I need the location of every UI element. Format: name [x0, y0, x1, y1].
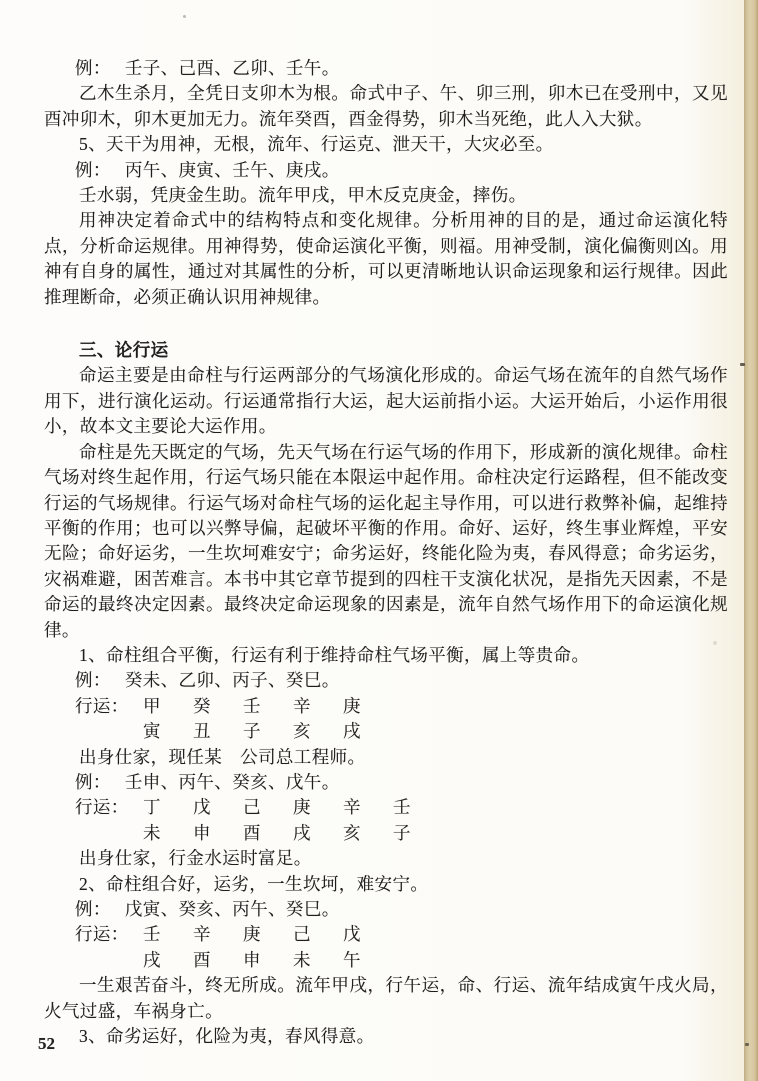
paragraph: 乙木生杀月，全凭日支卯木为根。命式中子、午、卯三刑，卯木已在受刑中，又见酉冲卯木，卯木更加无力。流年癸酉，酉金得势，卯木当死绝，此人入大狱。 [44, 83, 728, 129]
paragraph: 3、命劣运好，化险为夷，春风得意。 [79, 1026, 375, 1047]
luck-cycle-label [75, 948, 143, 973]
page-content [44, 56, 728, 1049]
luck-cycle-row [44, 694, 728, 719]
luck-cycle-cell: 戌 [293, 822, 311, 843]
example-label: 例： [75, 771, 111, 792]
luck-cycle-label [75, 719, 143, 744]
luck-cycle-cell: 午 [343, 949, 361, 970]
paragraph: 出身仕家，现任某 公司总工程师。 [79, 746, 366, 767]
scan-speck [740, 363, 745, 366]
example-pillars: 壬子、己酉、乙卯、壬午。 [124, 58, 340, 78]
luck-cycle-cell: 壬 [243, 695, 261, 716]
scan-speck [183, 15, 186, 18]
example-label: 例： [75, 58, 111, 78]
luck-cycle-row [44, 795, 728, 820]
scan-speck [745, 1043, 749, 1046]
page-edge-strip [744, 0, 758, 1081]
luck-cycle-cell: 癸 [193, 695, 211, 716]
paragraph: 一生艰苦奋斗，终无所成。流年甲戌，行午运，命、行运、流年结成寅午戌火局，火气过盛，车祸身亡。 [44, 975, 728, 1021]
paragraph: 命运主要是由命柱与行运两部分的气场演化形成的。命运气场在流年的自然气场作用下，进行演化运动。行运通常指行大运，起大运前指小运。大运开始后，小运作用很小，故本文主要论大运作用。 [44, 365, 728, 437]
luck-cycle-cell: 壬 [143, 924, 161, 945]
example-pillars: 壬申、丙午、癸亥、戊午。 [124, 771, 340, 792]
luck-cycle-cell: 庚 [343, 695, 361, 716]
paragraph: 壬水弱，凭庚金生助。流年甲戌，甲木反克庚金，摔伤。 [79, 185, 527, 206]
luck-cycle-cell: 辛 [343, 797, 361, 818]
example-pillars: 戊寅、癸亥、丙午、癸巳。 [124, 899, 340, 919]
luck-cycle-cell: 己 [293, 924, 311, 945]
luck-cycle-cell: 未 [293, 949, 311, 970]
luck-cycle-cell: 辛 [193, 924, 211, 945]
luck-cycle-label: 行运： [75, 695, 129, 716]
example-line [44, 668, 728, 693]
luck-cycle-row [44, 821, 728, 846]
paragraph: 出身仕家，行金水运时富足。 [79, 848, 312, 869]
luck-cycle-cell: 子 [243, 721, 261, 742]
luck-cycle-label [75, 821, 143, 846]
luck-cycle-cell: 丑 [193, 721, 211, 742]
luck-cycle-cell: 庚 [243, 924, 261, 945]
example-pillars: 癸未、乙卯、丙子、癸巳。 [124, 670, 340, 691]
example-label: 例： [75, 899, 111, 919]
paragraph: 用神决定着命式中的结构特点和变化规律。分析用神的目的是，通过命运演化特点，分析命运规律。用神得势，使命运演化平衡，则福。用神受制，演化偏衡则凶。用神有自身的属性，通过对其属性的分析，可以更清晰地认识命运现象和运行规律。因此推理断命，必须正确认识用神规律。 [44, 210, 728, 307]
luck-cycle-cell: 甲 [143, 695, 161, 716]
luck-cycle-cell: 申 [193, 822, 211, 843]
luck-cycle-label: 行运： [75, 924, 129, 945]
luck-cycle-cell: 亥 [343, 822, 361, 843]
paragraph: 2、命柱组合好，运劣，一生坎坷，难安宁。 [79, 873, 429, 894]
luck-cycle-cell: 丁 [143, 797, 161, 818]
paragraph: 5、天干为用神，无根，流年、行运克、泄天干，大灾必至。 [79, 134, 554, 155]
luck-cycle-label: 行运： [75, 797, 129, 818]
luck-cycle-cell: 戌 [343, 721, 361, 742]
luck-cycle-row [44, 922, 728, 947]
luck-cycle-cell: 申 [243, 949, 261, 970]
luck-cycle-row [44, 948, 728, 973]
example-pillars: 丙午、庚寅、壬午、庚戌。 [124, 159, 340, 180]
scan-speck [713, 641, 717, 645]
luck-cycle-cell: 亥 [293, 721, 311, 742]
paragraph: 命柱是先天既定的气场，先天气场在行运气场的作用下，形成新的演化规律。命柱气场对终生起作用，行运气场只能在本限运中起作用。命柱决定行运路程，但不能改变行运的气场规律。行运气场对命柱气场的运化起主导作用，可以进行救弊补偏，起维持平衡的作用；也可以兴弊导偏，起破坏平衡的作用。命好、运好，终生事业辉煌，平安无险；命好运劣，一生坎坷难安宁；命劣运好，终能化险为夷，春风得意；命劣运劣，灾祸难避，困苦难言。本书中其它章节提到的四柱干支演化状况，是指先天因素，不是命运的最终决定因素。最终决定命运现象的因素是，流年自然气场作用下的命运演化规律。 [44, 441, 728, 640]
example-line [44, 897, 728, 922]
luck-cycle-row [44, 719, 728, 744]
luck-cycle-cell: 戌 [143, 949, 161, 970]
luck-cycle-cell: 未 [143, 822, 161, 843]
luck-cycle-cell: 己 [243, 797, 261, 818]
example-line [44, 56, 728, 81]
luck-cycle-cell: 戊 [343, 924, 361, 945]
page-number: 52 [38, 1034, 55, 1053]
luck-cycle-cell: 庚 [293, 797, 311, 818]
example-label: 例： [75, 670, 111, 691]
section-heading: 三、论行运 [79, 340, 169, 361]
luck-cycle-cell: 酉 [243, 822, 261, 843]
example-line [44, 158, 728, 183]
paragraph: 1、命柱组合平衡，行运有利于维持命柱气场平衡，属上等贵命。 [79, 644, 590, 665]
luck-cycle-cell: 辛 [293, 695, 311, 716]
luck-cycle-cell: 戊 [193, 797, 211, 818]
luck-cycle-cell: 壬 [393, 797, 411, 818]
example-line [44, 770, 728, 795]
luck-cycle-cell: 子 [393, 822, 411, 843]
luck-cycle-cell: 酉 [193, 949, 211, 970]
luck-cycle-cell: 寅 [143, 721, 161, 742]
example-label: 例： [75, 159, 111, 180]
scan-speck [389, 84, 392, 86]
